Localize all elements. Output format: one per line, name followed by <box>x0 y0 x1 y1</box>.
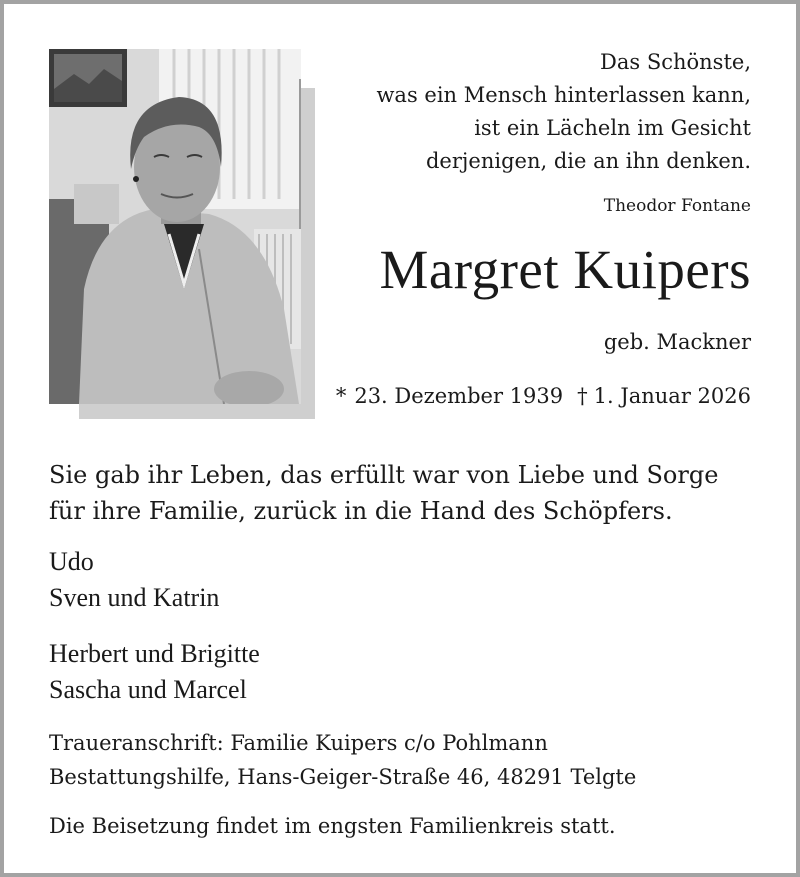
death-symbol: † <box>577 384 588 408</box>
family-group <box>49 636 260 708</box>
quote-line: was ein Mensch hinterlassen kann, <box>376 83 751 107</box>
memorial-message <box>49 457 718 529</box>
quote-line: Das Schönste, <box>600 50 751 74</box>
message-line: Sie gab ihr Leben, das erfüllt war von Liebe und Sorge <box>49 461 719 489</box>
quote-line: derjenigen, die an ihn denken. <box>425 149 751 173</box>
quote-block <box>321 46 751 178</box>
maiden-name: geb. Mackner <box>603 330 751 354</box>
family-member: Udo <box>49 547 94 576</box>
quote-author: Theodor Fontane <box>603 196 751 216</box>
message-line: für ihre Familie, zurück in die Hand des Schöpfers. <box>49 497 673 525</box>
portrait-photo <box>49 49 301 404</box>
family-member: Herbert und Brigitte <box>49 639 260 668</box>
deceased-name: Margret Kuipers <box>379 239 751 300</box>
birth-symbol: * <box>335 384 347 408</box>
death-date: 1. Januar 2026 <box>593 384 751 408</box>
address-line: Traueranschrift: Familie Kuipers c/o Pohlmann <box>49 731 548 755</box>
burial-note: Die Beisetzung findet im engsten Familienkreis statt. <box>49 814 616 838</box>
mourning-address <box>49 726 636 794</box>
family-group <box>49 544 219 616</box>
quote-line: ist ein Lächeln im Gesicht <box>474 116 751 140</box>
family-member: Sven und Katrin <box>49 583 220 612</box>
life-dates <box>336 384 751 408</box>
birth-date: 23. Dezember 1939 <box>354 384 564 408</box>
family-member: Sascha und Marcel <box>49 675 247 704</box>
address-line: Bestattungshilfe, Hans-Geiger-Straße 46, 48291 Telgte <box>49 765 637 789</box>
